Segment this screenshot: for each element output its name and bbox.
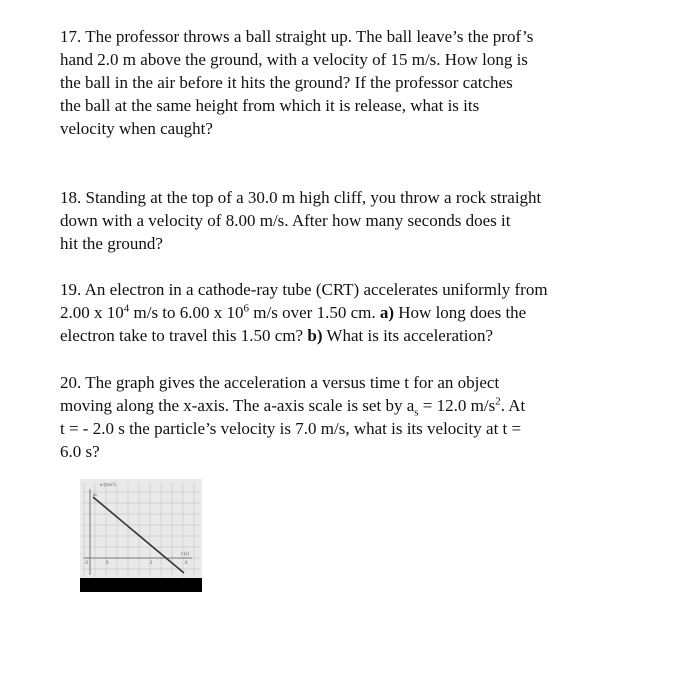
problem-20 (60, 371, 661, 463)
graph-background (80, 479, 202, 592)
problem-17-line-1: The professor throws a ball straight up. The ball leave’s the prof’s (85, 27, 534, 46)
x-axis-label: t (s) (181, 552, 189, 557)
exponent: 4 (123, 302, 130, 315)
problem-19-number: 19. (60, 280, 82, 299)
tick-label: -2 (84, 561, 89, 566)
problem-18-number: 18. (60, 188, 82, 207)
problem-18-line-2: down with a velocity of 8.00 m/s. After how many seconds does it (60, 211, 511, 230)
problem-17-line-4: the ball at the same height from which it is release, what is its (60, 96, 480, 115)
problem-20-line-1: The graph gives the acceleration a versus time t for an object (85, 373, 500, 392)
problem-17-line-2: hand 2.0 m above the ground, with a velocity of 15 m/s. How long is (60, 50, 528, 69)
scale-label: aₛ (93, 493, 98, 498)
exponent: 6 (243, 302, 250, 315)
problem-18 (60, 186, 661, 255)
graph-svg (80, 479, 202, 592)
text-segment: moving along the x-axis. The a-axis scale is set by a (60, 396, 415, 415)
problem-17-number: 17. (60, 27, 82, 46)
problem-17-line-3: the ball in the air before it hits the ground? If the professor catches (60, 73, 513, 92)
graph-bottom-bar (80, 578, 202, 592)
text-segment: electron take to travel this 1.50 cm? (60, 326, 308, 345)
tick-label: 0 (106, 561, 109, 566)
text-segment: m/s over 1.50 cm. (249, 303, 380, 322)
problem-19-line-2 (60, 301, 661, 324)
text-segment: m/s to 6.00 x 10 (129, 303, 244, 322)
subscript: s (414, 406, 419, 419)
problem-18-line-3: hit the ground? (60, 234, 163, 253)
text-segment: = 12.0 m/s (418, 396, 496, 415)
text-segment: What is its acceleration? (322, 326, 494, 345)
problem-19 (60, 278, 661, 347)
problem-19-line-1: An electron in a cathode-ray tube (CRT) accelerates uniformly from (84, 280, 548, 299)
part-b-label: b) (307, 326, 323, 345)
tick-label: 6 (185, 561, 188, 566)
problem-20-line-4: 6.0 s? (60, 442, 100, 461)
problem-20-line-3: t = - 2.0 s the particle’s velocity is 7.0 m/s, what is its velocity at t = (60, 419, 522, 438)
problem-20-number: 20. (60, 373, 82, 392)
part-a-label: a) (379, 303, 395, 322)
problem-18-line-1: Standing at the top of a 30.0 m high cliff, you throw a rock straight (85, 188, 542, 207)
text-segment: . At (500, 396, 526, 415)
tick-label: 2 (150, 561, 153, 566)
acceleration-graph (80, 479, 202, 592)
y-axis-label: a (m/s²) (100, 483, 116, 488)
problem-17 (60, 25, 661, 140)
text-segment: How long does the (394, 303, 527, 322)
text-segment: 2.00 x 10 (60, 303, 124, 322)
problem-19-line-3 (60, 324, 661, 347)
problem-20-line-2 (60, 394, 661, 419)
problem-17-line-5: velocity when caught? (60, 119, 213, 138)
exponent: 2 (495, 395, 501, 408)
